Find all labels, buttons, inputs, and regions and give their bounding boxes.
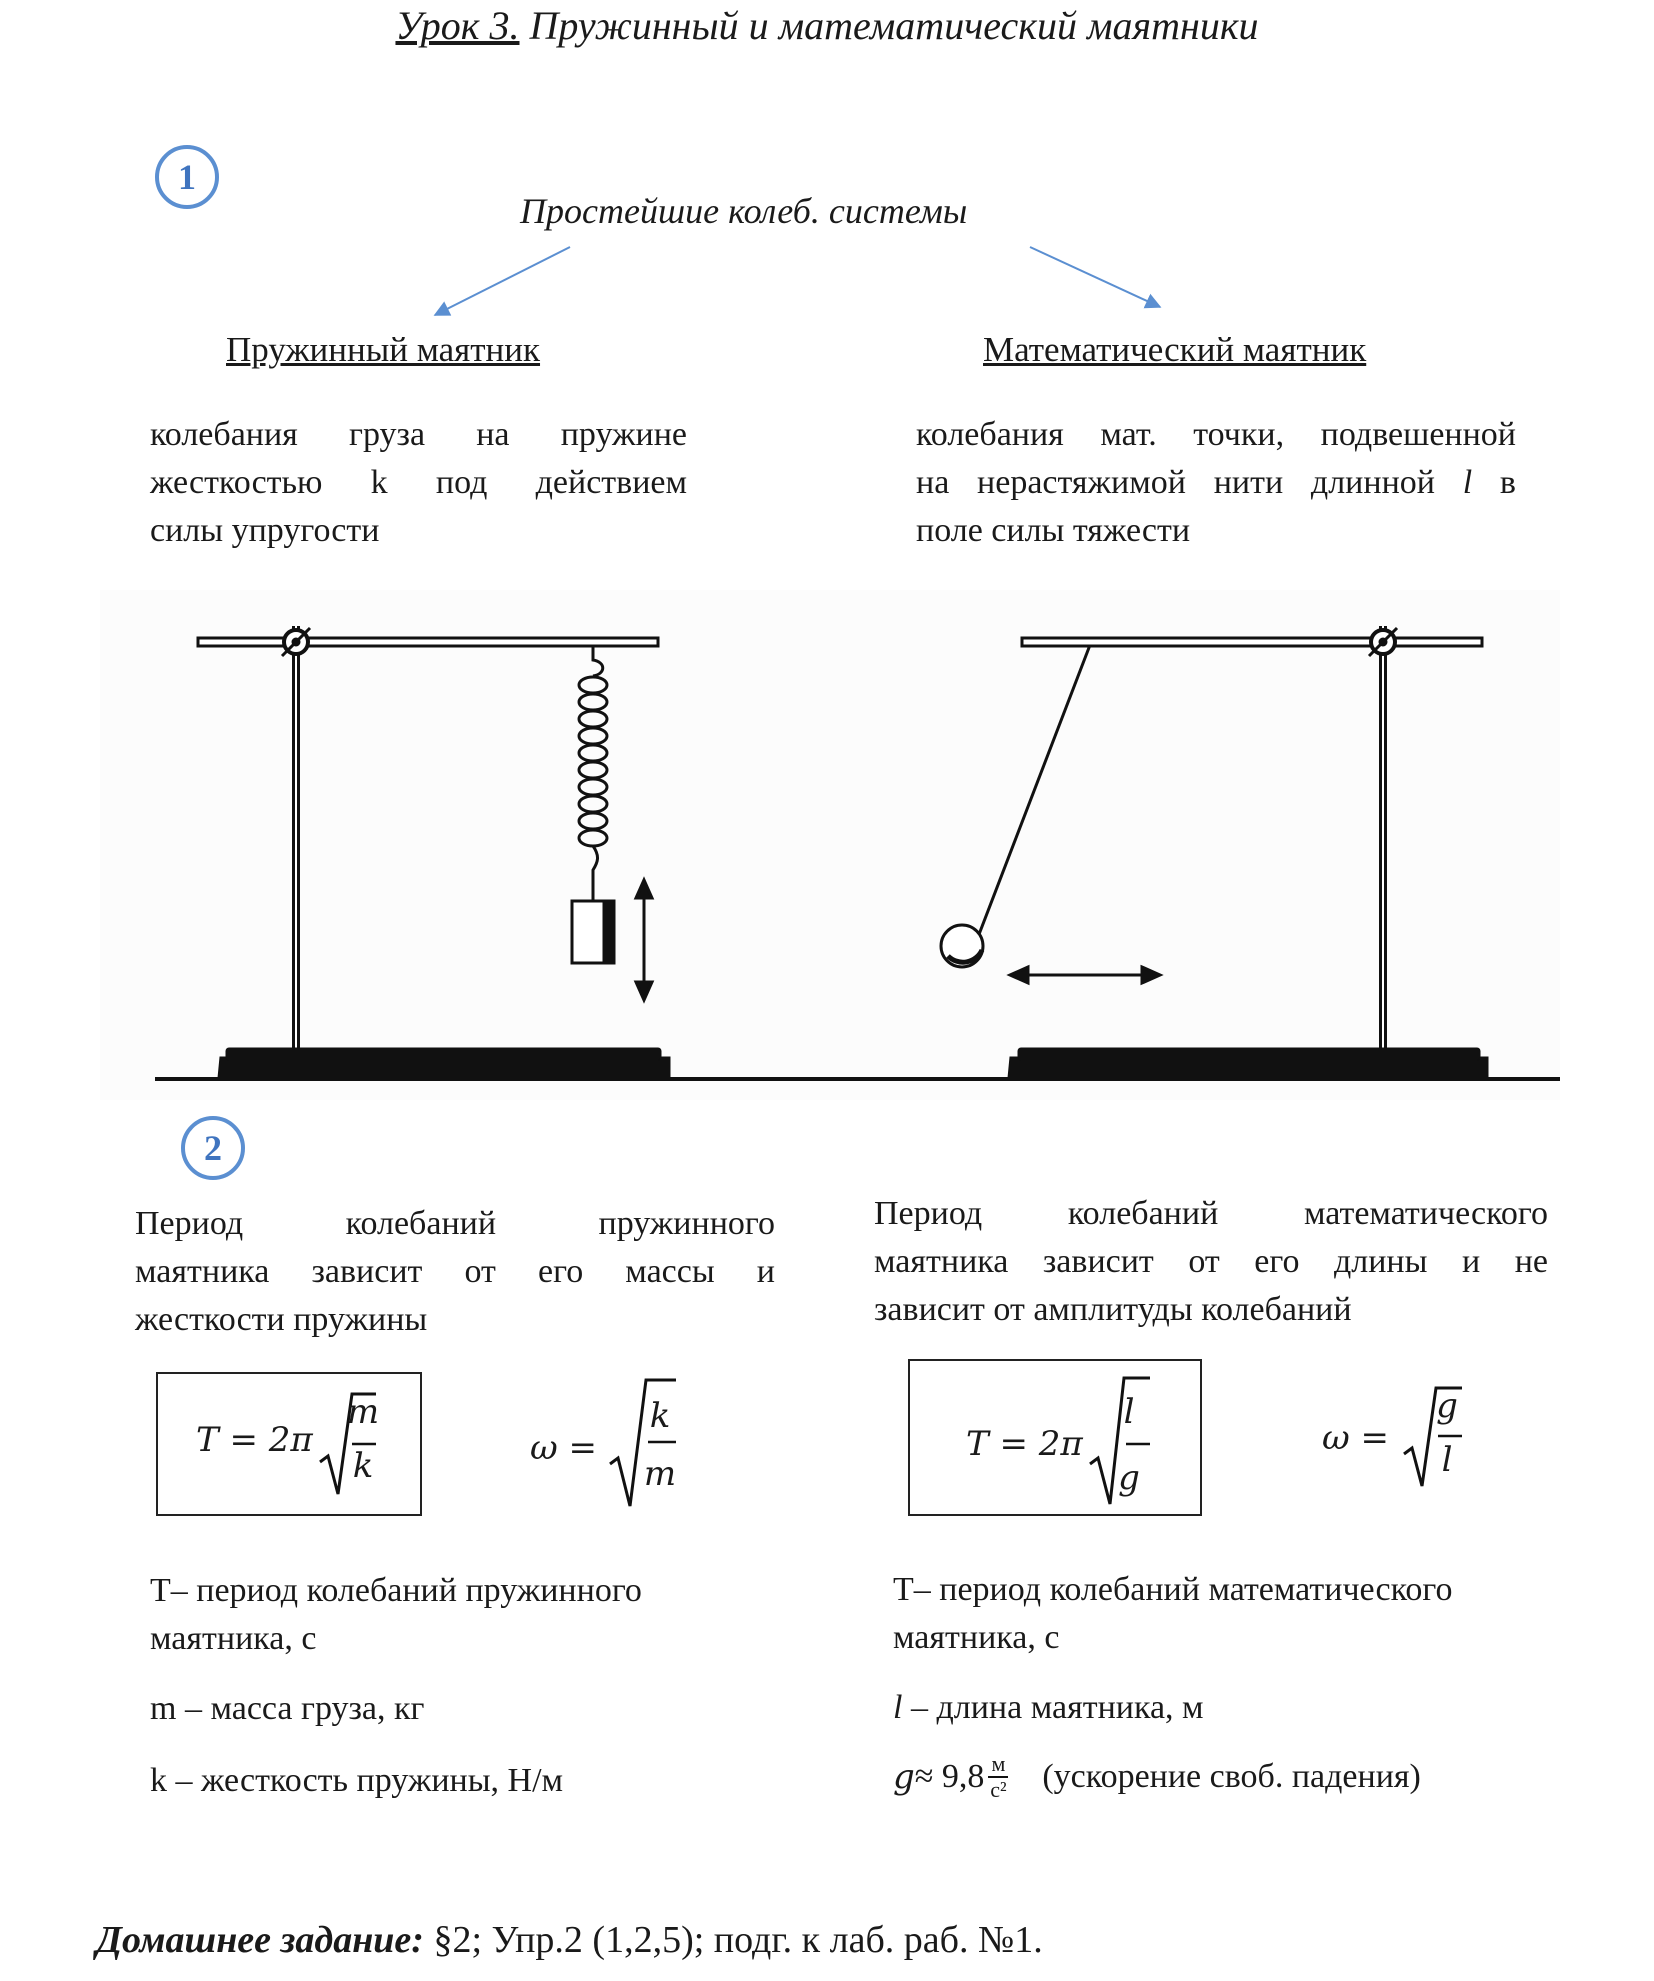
lesson-topic: Пружинный и математический маятники xyxy=(519,3,1259,48)
math-legend-T-line-2: маятника, с xyxy=(893,1619,1060,1656)
spring-legend-T-line-2: маятника, с xyxy=(150,1620,317,1657)
spring-period-description xyxy=(135,1200,775,1344)
spring-def-line-1: колебания груза на пружине xyxy=(150,416,687,453)
math-period-lhs: T = 2π xyxy=(966,1424,1083,1464)
math-legend-T-line-1: T– период колебаний математического xyxy=(893,1571,1453,1608)
math-def-line-2: на нерастяжимой нити длинной l в xyxy=(916,464,1516,501)
math-omega-lhs: ω = xyxy=(1322,1418,1390,1458)
math-omega-denominator: l xyxy=(1441,1440,1453,1480)
section-number-2: 2 xyxy=(181,1116,245,1180)
spring-period-line-2: маятника зависит от его массы и xyxy=(135,1253,775,1290)
homework xyxy=(96,1918,1043,1962)
gravity-symbol: g xyxy=(893,1757,915,1797)
gravity-unit-numerator: м xyxy=(988,1752,1008,1778)
spring-def-line-3: силы упругости xyxy=(150,512,380,549)
spring-omega-denominator: m xyxy=(643,1454,677,1494)
spring-weight xyxy=(572,901,614,963)
length-symbol: l xyxy=(1462,464,1473,501)
math-legend-length: l – длина маятника, м xyxy=(893,1689,1204,1726)
math-period-line-2: маятника зависит от его длины и не xyxy=(874,1243,1548,1280)
spring-pendulum-heading: Пружинный маятник xyxy=(226,330,541,369)
math-pendulum-heading: Математический маятник xyxy=(983,330,1367,369)
gravity-unit-denominator: с² xyxy=(990,1777,1007,1802)
gravity-unit-fraction xyxy=(988,1752,1008,1802)
arrow-right xyxy=(1030,247,1160,307)
spring-period-numerator: m xyxy=(346,1392,380,1432)
branch-arrows xyxy=(0,0,1654,340)
arrow-left xyxy=(435,247,570,315)
math-period-description xyxy=(874,1190,1548,1334)
homework-text: §2; Упр.2 (1,2,5); подг. к лаб. раб. №1. xyxy=(423,1919,1043,1961)
spring-period-lhs: T = 2π xyxy=(196,1420,313,1460)
math-period-denominator: g xyxy=(1118,1458,1140,1498)
spring-definition xyxy=(150,411,687,555)
lesson-number: Урок 3. xyxy=(395,3,520,48)
math-legend xyxy=(893,1566,1452,1732)
math-definition xyxy=(916,411,1516,555)
homework-label: Домашнее задание: xyxy=(96,1919,424,1961)
spring-period-denominator: k xyxy=(352,1446,374,1486)
math-legend-gravity: g ≈ 9,8 м с² (ускорение своб. падения) xyxy=(893,1751,1421,1802)
math-def-line-1: колебания мат. точки, подвешенной xyxy=(916,416,1516,453)
math-period-line-1: Период колебаний математического xyxy=(874,1195,1548,1232)
section-subtitle: Простейшие колеб. системы xyxy=(520,191,968,231)
spring-legend-mass: m – масса груза, кг xyxy=(150,1690,425,1727)
pendulums-illustration xyxy=(100,590,1560,1100)
math-def-line-3: поле силы тяжести xyxy=(916,512,1191,549)
spring-omega-lhs: ω = xyxy=(530,1428,598,1468)
gravity-description: (ускорение своб. падения) xyxy=(1042,1758,1421,1795)
spring-legend xyxy=(150,1567,642,1805)
math-period-line-3: зависит от амплитуды колебаний xyxy=(874,1291,1352,1328)
spring-period-line-3: жесткости пружины xyxy=(135,1301,428,1338)
math-period-numerator: l xyxy=(1123,1392,1135,1432)
spring-omega-numerator: k xyxy=(649,1396,671,1436)
spring-legend-T-line-1: T– период колебаний пружинного xyxy=(150,1572,642,1609)
spring-period-line-1: Период колебаний пружинного xyxy=(135,1205,775,1242)
math-omega-numerator: g xyxy=(1436,1386,1458,1426)
spring-def-line-2: жесткостью k под действием xyxy=(150,464,687,501)
length-symbol: l xyxy=(893,1689,903,1726)
spring-legend-stiffness: k – жесткость пружины, Н/м xyxy=(150,1762,564,1799)
section-number-1: 1 xyxy=(155,145,219,209)
